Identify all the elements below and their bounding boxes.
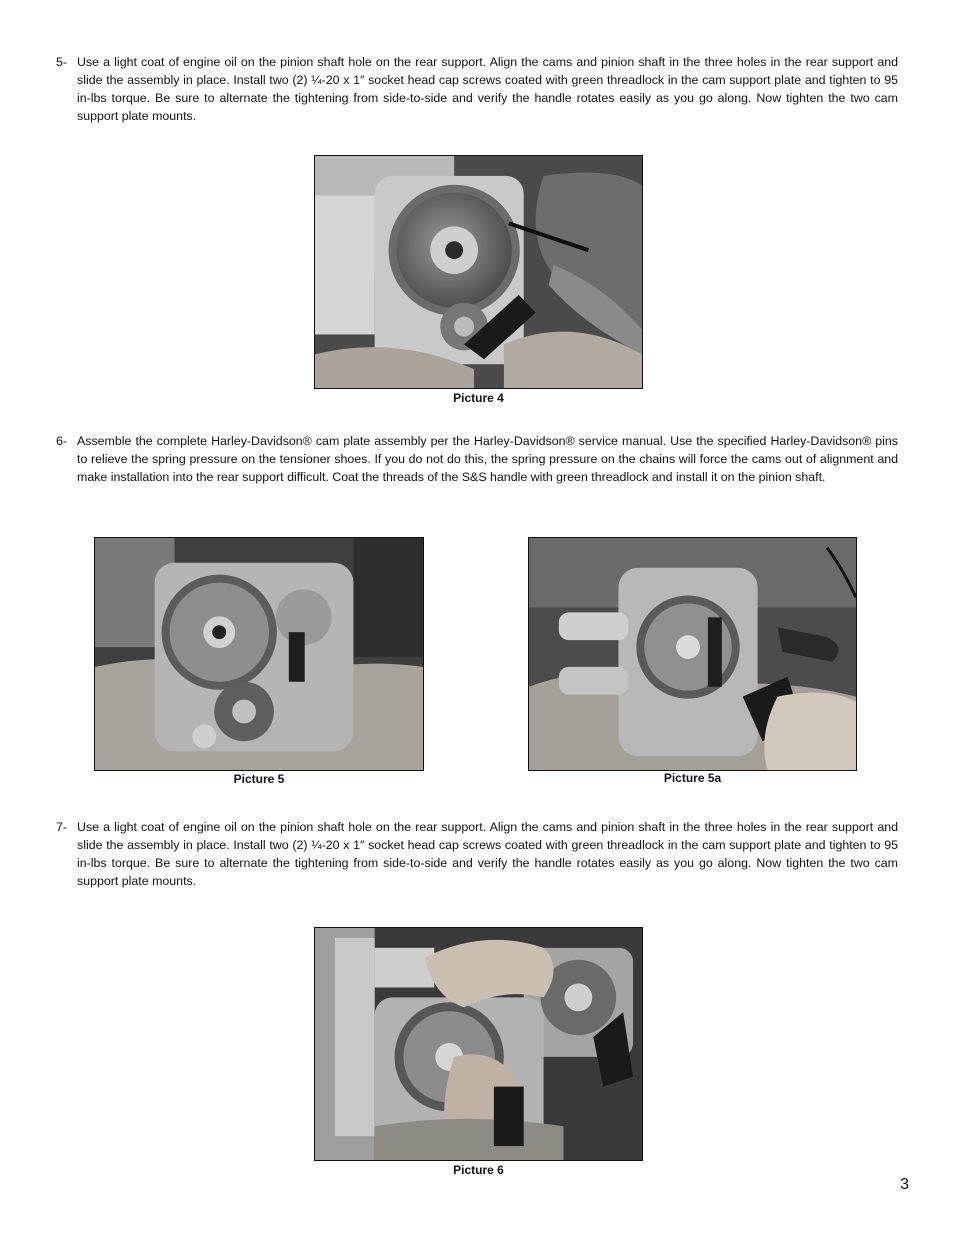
caption-picture-6: Picture 6	[453, 1163, 504, 1177]
step-text: Use a light coat of engine oil on the pinion shaft hole on the rear support. Align the cams and pinion shaft in the three holes in the rear support and slide the assembly in place. Install two (2) ¼-20 x 1″ socket head cap screws coated with green threadlock in the cam support plate and tighten to 95 in-lbs torque. Be sure to alternate the tightening from side-to-side and verify the handle rotates easily as you go along. Now tighten the two cam support plate mounts.	[77, 55, 898, 123]
caption-picture-5a: Picture 5a	[663, 771, 722, 785]
step-6	[56, 432, 898, 486]
caption-picture-5: Picture 5	[233, 772, 285, 786]
step-text: Use a light coat of engine oil on the pinion shaft hole on the rear support. Align the cams and pinion shaft in the three holes in the rear support and slide the assembly in place. Install two (2) ¼-20 x 1″ socket head cap screws coated with green threadlock in the cam support plate and tighten to 95 in-lbs torque. Be sure to alternate the tightening from side-to-side and verify the handle rotates easily as you go along. Now tighten the two cam support plate mounts.	[77, 820, 898, 888]
caption-picture-4: Picture 4	[453, 391, 504, 405]
photo-picture-5	[94, 537, 424, 771]
page-number: 3	[900, 1176, 909, 1193]
photo-picture-6	[314, 927, 643, 1161]
step-7	[56, 818, 898, 890]
step-text: Assemble the complete Harley-Davidson® cam plate assembly per the Harley-Davidson® service manual. Use the specified Harley-Davidson® pins to relieve the spring pressure on the tensioner shoes. If you do not do this, the spring pressure on the chains will force the cams out of alignment and make installation into the rear support difficult. Coat the threads of the S&S handle with green threadlock and install it on the pinion shaft.	[77, 434, 898, 484]
step-number: 7-	[56, 820, 68, 834]
photo-picture-5a	[528, 537, 857, 771]
photo-picture-4	[314, 155, 643, 389]
step-5	[56, 53, 898, 125]
step-number: 5-	[56, 55, 68, 69]
step-number: 6-	[56, 434, 68, 448]
